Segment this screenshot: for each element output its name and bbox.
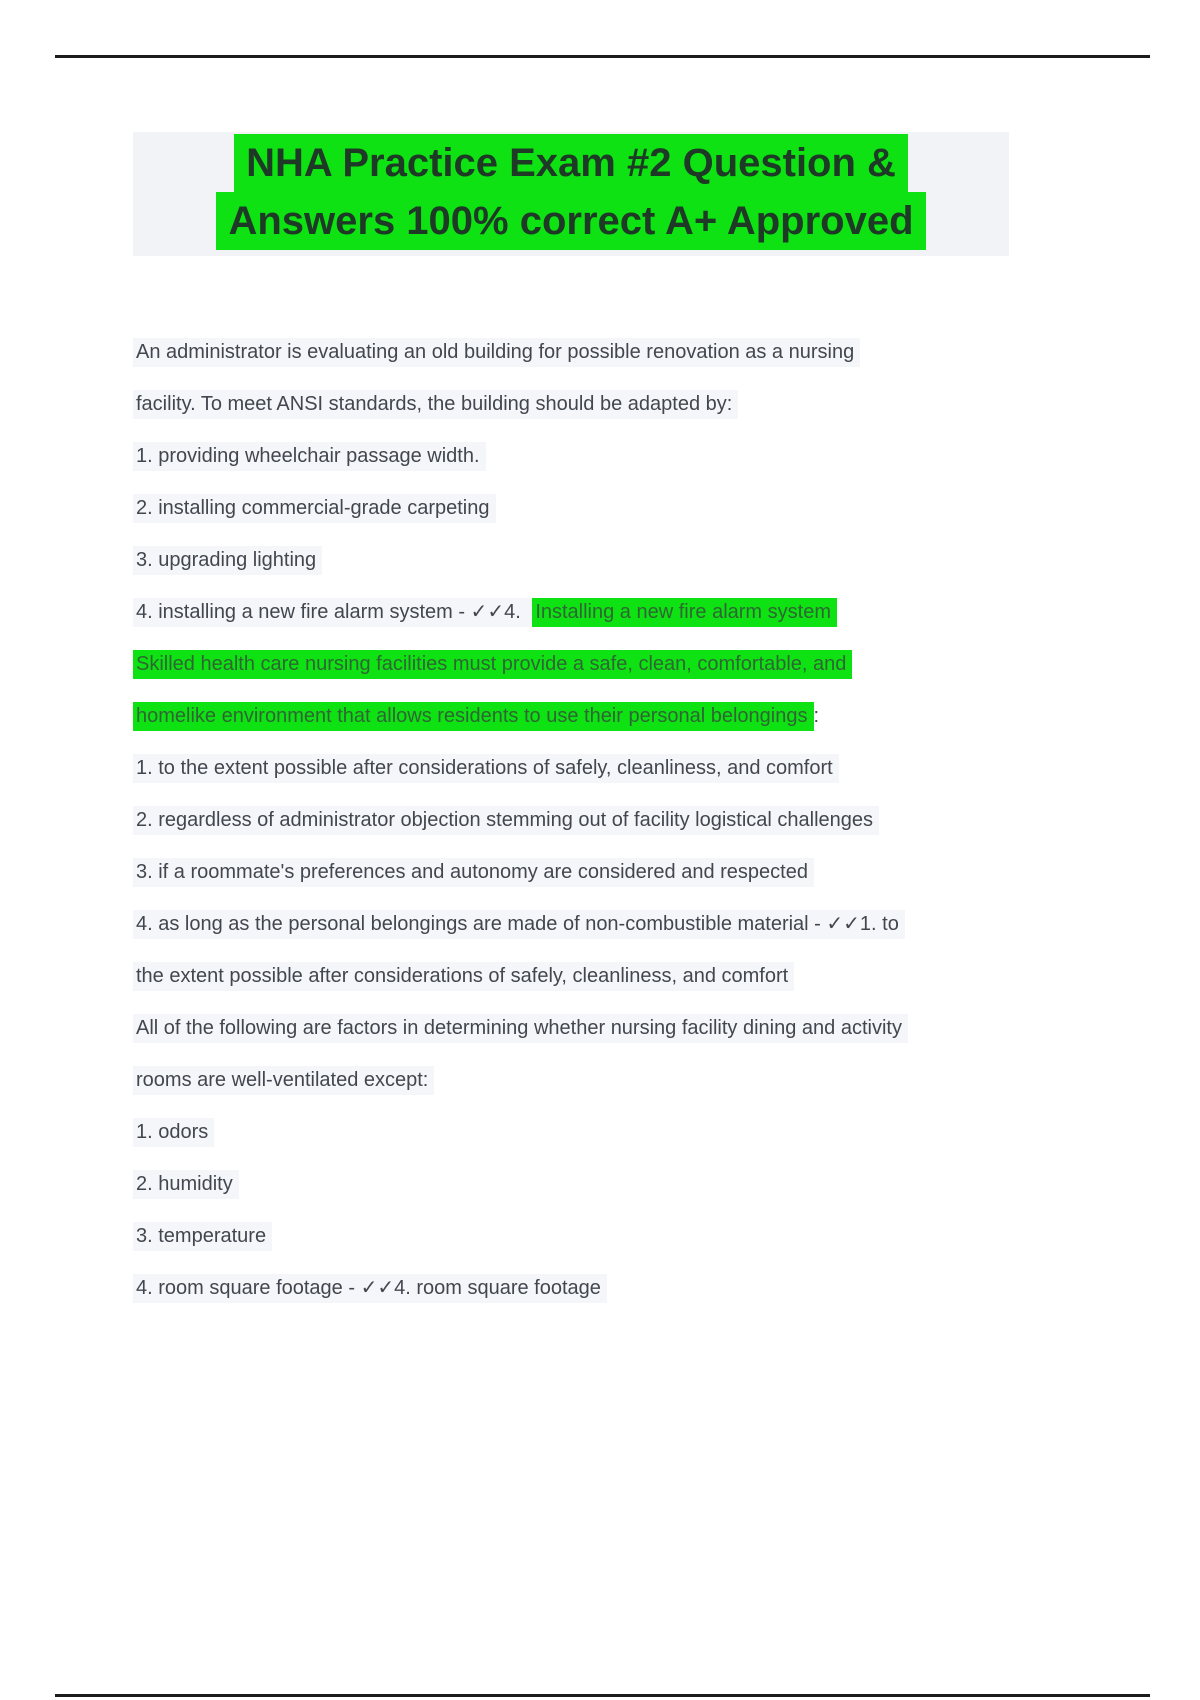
text-line — [133, 1222, 1133, 1250]
text-line — [133, 1170, 1133, 1198]
text-segment: facility. To meet ANSI standards, the building should be adapted by: — [133, 390, 738, 419]
highlighted-answer-segment: homelike environment that allows residents to use their personal belongings — [133, 702, 814, 731]
top-horizontal-rule — [55, 55, 1150, 58]
text-line — [133, 442, 1133, 470]
text-segment: rooms are well-ventilated except: — [133, 1066, 434, 1095]
page-title-line-1: NHA Practice Exam #2 Question & — [234, 134, 908, 192]
text-line — [133, 546, 1133, 574]
text-segment: 2. humidity — [133, 1170, 239, 1199]
text-segment: 3. upgrading lighting — [133, 546, 322, 575]
text-line — [133, 702, 1133, 730]
text-line — [133, 494, 1133, 522]
text-segment: 4. as long as the personal belongings are made of non-combustible material - ✓✓1. to — [133, 910, 905, 939]
text-segment: : — [813, 705, 820, 727]
bottom-horizontal-rule — [55, 1694, 1150, 1697]
text-segment: An administrator is evaluating an old building for possible renovation as a nursing — [133, 338, 860, 367]
text-segment: 2. installing commercial-grade carpeting — [133, 494, 496, 523]
text-line — [133, 806, 1133, 834]
text-line — [133, 1118, 1133, 1146]
text-segment: 4. room square footage - ✓✓4. room square footage — [133, 1274, 607, 1303]
text-line — [133, 962, 1133, 990]
text-segment: 1. to the extent possible after considerations of safely, cleanliness, and comfort — [133, 754, 839, 783]
text-segment: 3. temperature — [133, 1222, 272, 1251]
text-segment: 1. odors — [133, 1118, 214, 1147]
document-body — [133, 338, 1133, 1326]
title-block — [133, 132, 1009, 256]
text-segment: 4. installing a new fire alarm system - ✓✓4. — [133, 598, 532, 627]
text-line — [133, 754, 1133, 782]
text-segment: 1. providing wheelchair passage width. — [133, 442, 486, 471]
highlighted-answer-segment: Installing a new fire alarm system — [532, 598, 837, 627]
text-segment: 2. regardless of administrator objection stemming out of facility logistical challenges — [133, 806, 879, 835]
text-segment: 3. if a roommate's preferences and autonomy are considered and respected — [133, 858, 814, 887]
page-title-line-2: Answers 100% correct A+ Approved — [216, 192, 925, 250]
text-line — [133, 1066, 1133, 1094]
text-line — [133, 390, 1133, 418]
text-line — [133, 598, 1133, 626]
highlighted-answer-segment: Skilled health care nursing facilities must provide a safe, clean, comfortable, and — [133, 650, 852, 679]
text-line — [133, 650, 1133, 678]
text-segment: All of the following are factors in determining whether nursing facility dining and activity — [133, 1014, 908, 1043]
text-line — [133, 1274, 1133, 1302]
text-line — [133, 338, 1133, 366]
text-line — [133, 910, 1133, 938]
text-line — [133, 858, 1133, 886]
text-line — [133, 1014, 1133, 1042]
text-segment: the extent possible after considerations of safely, cleanliness, and comfort — [133, 962, 794, 991]
